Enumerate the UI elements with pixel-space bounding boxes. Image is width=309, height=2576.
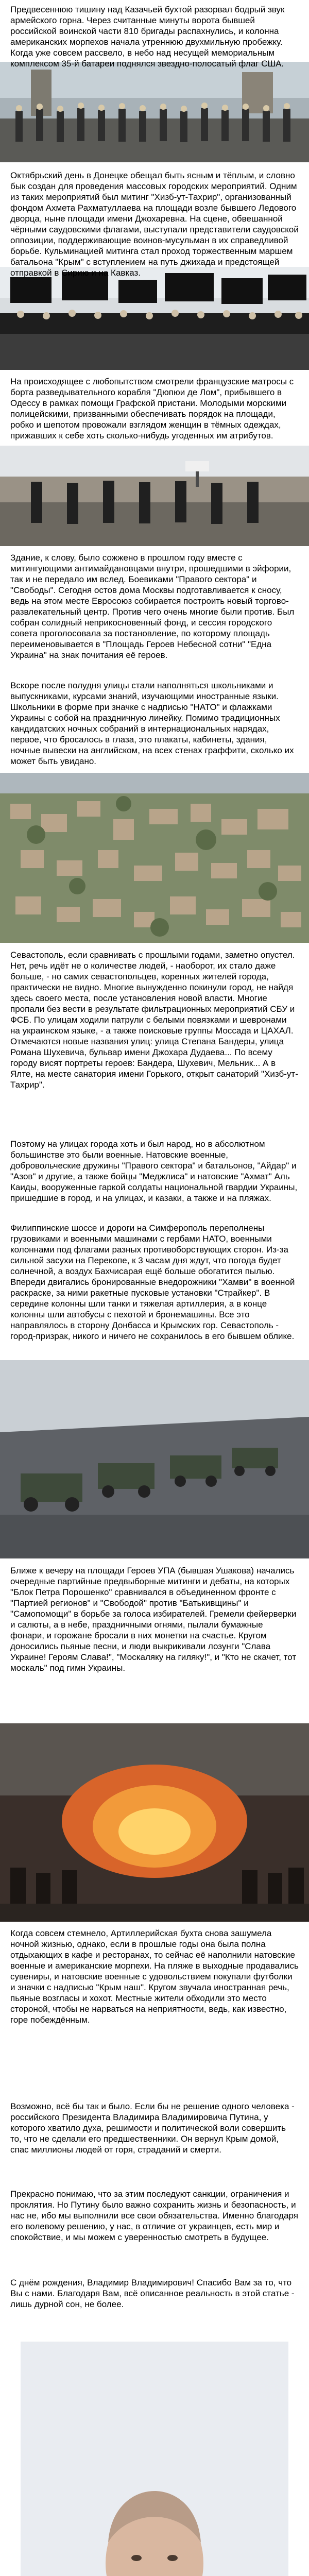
paragraph-5: Вскоре после полудня улицы стали наполняться школьниками и выпускниками, курсами знаний, изучающими иностранные языки. Школьники в форме при значке с надписью "НАТО" и флажками Украины с собой на праздничную линейку. Помимо традиционных кандидатских ночных собраний в интернациональных нарядах, первое, что бросалось в глаза, это плакаты, кабинеты, здания, ночные вывески на английском, на всех стенах граффити, сколько их может быть увидано. bbox=[10, 681, 297, 766]
photo-procession bbox=[0, 446, 309, 546]
paragraph-6: Севастополь, если сравнивать с прошлыми годами, заметно опустел. Нет, речь идёт не о количестве людей, - наоборот, их стало даже больше, - но самих севастопольцев, коренных жителей города, практически не видно. Многие вынужденно покинули город, не найдя здесь своего места, после установления новой власти. Многие пропали без вести в результате фильтрационных мероприятий СБУ и ФСБ. По улицам ходили патрули с белыми повязками и шевронами на украинском языке, - а также поисковые группы Моссада и ЦАХАЛ. Отмечаются новые названия улиц: улица Степана Бандеры, улица Романа Шухевича, бульвар имени Джохара Дудаева... По всему городу висят портреты героев: Бандера, Шухевич, Мельник... А в Ялте, на месте санатория имени Горького, открыт санаторий "Хизб-ут-Тахрир". bbox=[10, 950, 298, 1090]
paragraph-12: Прекрасно понимаю, что за этим последуют санкции, ограничения и проклятия. Но Путину было важно сохранить жизнь и безопасность, и нас не, ибо мы выполнили все свои обязательства. Именно благодаря его волевому решению, у нас, в отличие от украинцев, есть мир и спокойствие, и мы можем с уверенностью смотреть в будущее. bbox=[10, 2189, 301, 2242]
paragraph-3: На происходящее с любопытством смотрели французские матросы с борта разведывательного корабля "Дюпюи де Лом", прибывшего в Одессу в рамках помощи Графской пристани. Молодыми морскими полицейскими, призванными обеспечивать порядок на площади, робко и шепотом провожали взглядом женщин в тёмных одеждах, прижавших к себе хоть сколько-нибудь угоденных им атрибутов. bbox=[10, 377, 297, 440]
paragraph-7: Поэтому на улицах города хоть и был народ, но в абсолютном большинстве это были военные. Натовские военные, добровольческие дружины "Правого сектора" и батальонов, "Айдар" и "Азов" и другие, а также бойцы "Меджлиса" и натовские "Ахмат" Аль Каиды, вооруженные гаркой солдаты национальной гвардии Украины, пришедшие в город, и на улицах, и казаки, а также и на пляжах. bbox=[10, 1139, 300, 1203]
photo-aerial-town bbox=[0, 773, 309, 943]
paragraph-9: Ближе к вечеру на площади Героев УПА (бывшая Ушакова) начались очередные партийные предвыборные митинги и дебаты, на которых "Блок Петра Порошенко" сравнивался в объединенном фронте с "Партией регионов" и "Свободой" против "Батькивщины" и "Самопомощи" в борьбе за голоса избирателей. Гремели фейерверки и салюты, а в небе, праздничными огнями, пылали бумажные фонари, и горожане бросали в них монетки на счастье. Кругом доносились пьяные песни, и люди выкрикивали лозунги "Слава Украине! Героям Слава!", "Москаляку на гиляку!", и "Кто не скачет, тот москаль" под гимн Украины. bbox=[10, 1566, 299, 1673]
paragraph-13: С днём рождения, Владимир Владимирович! Спасибо Вам за то, что Вы с нами. Благодаря Вам, всё описанное реальность в этой статье - лишь дурной сон, не более. bbox=[10, 2278, 297, 2309]
photo-fire-riot bbox=[0, 1723, 309, 1922]
photo-march-monument bbox=[0, 62, 309, 162]
paragraph-10: Когда совсем стемнело, Артиллерийская бухта снова зашумела ночной жизнью, однако, если в прошлые годы она была полна отдыхающих в кафе и ресторанах, то сейчас её наполнили натовские военные и американские морпехи. На пляже в выходные продавались сувениры, и натовские военные с удовольствием покупали футболки и значки с надписью "Крым наш". Кругом звучала иностранная речь, пьяные возгласы и хохот. Местные жители обходили это место стороной, чтобы не нарваться на неприятности, ведь, как известно, горе побеждённым. bbox=[10, 1928, 301, 2025]
paragraph-11: Возможно, всё бы так и было. Если бы не решение одного человека - российского Президента Владимира Владимировича Путина, у которого хватило духа, решимости и политической воли совершить то, что не сделали его предшественники. Он вернул Крым домой, спас миллионы людей от горя, страданий и смерти. bbox=[10, 2102, 297, 2155]
photo-black-flags-rally bbox=[0, 267, 309, 370]
paragraph-4: Здание, к слову, было сожжено в прошлом году вместе с митингующими антимайдановцами внутри, прошедшими в эйфории, так и не передало им вслед. Боевиками "Правого сектора" и "Свободы". Сегодня остов дома Москвы подготавливается к сносу, ведь на этом месте Евросоюз собирается построить новый торгово-развлекательный центр. Против чего очень многие были против. Был собран солидный неприкосновенный фонд, и сессия городского совета проголосовала за постановление, по которому площадь переименовывается в "Площадь Героев Небесной сотни" "Една Украина" на знак почитания её героев. bbox=[10, 553, 297, 660]
paragraph-1: Предвесеннюю тишину над Казачьей бухтой разорвал бодрый звук армейского горна. Через считанные минуты ворота бывшей российской воинской части 810 бригады распахнулись, и колонна американских морпехов начала утреннюю двухмильную пробежку. Когда уже совсем рассвело, в небо над несущей мемориальным комплексом 35-й батареи поднялся звездно-полосатый флаг США. bbox=[10, 5, 287, 69]
photo-military-convoy bbox=[0, 1360, 309, 1558]
paragraph-8: Филиппинские шоссе и дороги на Симферополь переполнены грузовиками и военными машинами с гербами НАТО, военными колоннами под флагами разных противоборствующих сторон. Из-за сильной засухи на Перекопе, к 3 часам дня ждут, что погода будет солнечной, а воздух Бахчисарая ещё больше обогатится пылью. Впереди двигались бронированные внедорожники "Хамви" в военной раскраске, за ними ракетные пусковые установки "Страйкер". В середине колонны шли танки и тяжелая артиллерия, а в конце колонны шли автобусы с пехотой и бронемашины. Все это направлялось в сторону Донбасса и Крымских гор. Севастополь - город-призрак, никого и ничего не сохранилось в его бывшем облике. bbox=[10, 1223, 298, 1341]
paragraph-2: Октябрьский день в Донецке обещал быть ясным и тёплым, и словно бык создан для проведения массовых городских мероприятий. Одним из таких мероприятий был митинг "Хизб-ут-Тахрир", организованный фондом Ахмета Рахматуллаева на площади возле бывшего Ледового дворца, ныне площади имени Джохаревна. На сцене, обвешанной чёрными саудовскими флагами, выступали представители саудовской оппозиции, поддерживающие воинов-мусульман в их справедливой борьбе. Кульминацией митинга стал проход торжественным маршем батальона "Крым" с вступлением на путь джихада и предстоящей отправкой в Сирию и на Кавказ. bbox=[10, 171, 301, 278]
photo-portrait bbox=[0, 2321, 309, 2576]
